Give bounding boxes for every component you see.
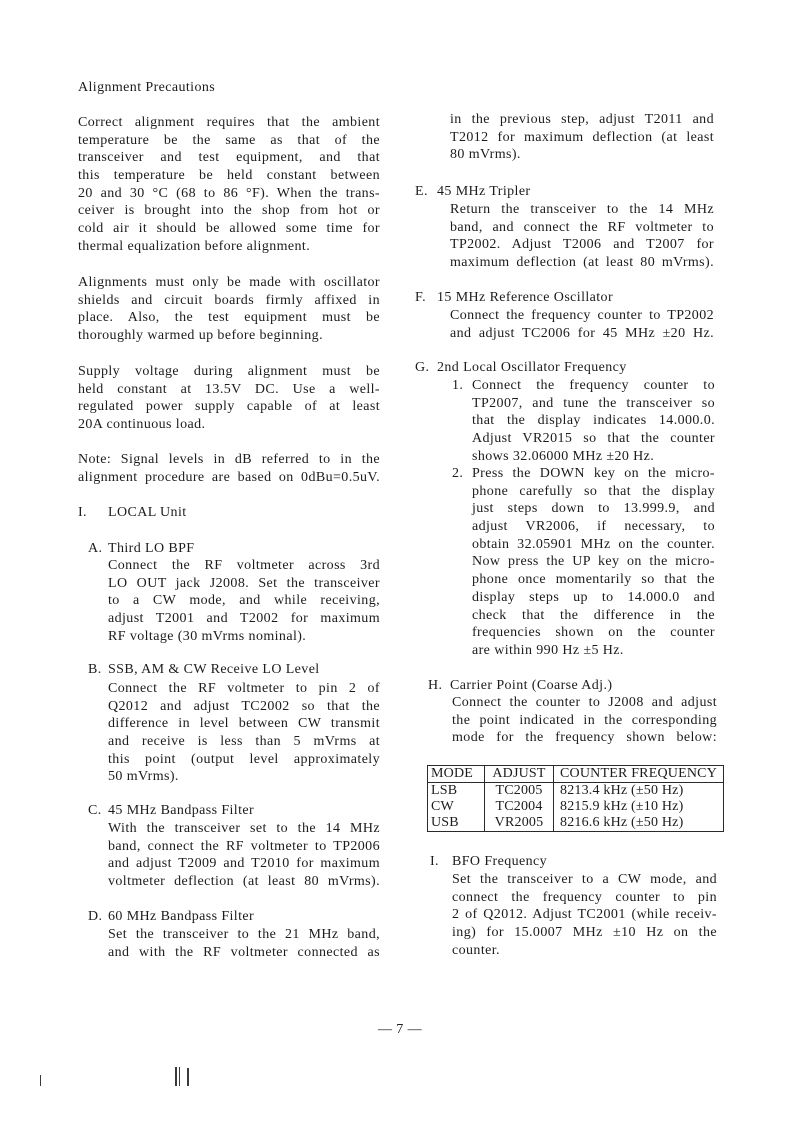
step-title: 15 MHz Reference Oscillator: [437, 290, 614, 305]
text-line: TP2007, and tune the transceiver so: [472, 395, 715, 411]
text-line: phone once momentarily so that the: [472, 572, 715, 588]
step-e-heading: [415, 183, 531, 201]
text-line: are within 990 Hz ±5 Hz.: [472, 642, 624, 658]
text-line: Set the transceiver to a CW mode, and: [452, 872, 717, 887]
text-line: held constant at 13.5V DC. Use a well-: [78, 381, 380, 397]
section-number: I.: [78, 505, 87, 520]
text-line: Connect the frequency counter to: [472, 378, 715, 393]
text-line: Set the transceiver to the 21 MHz band,: [108, 927, 380, 942]
text-line: 20 and 30 °C (68 to 86 °F). When the trans-: [78, 185, 380, 201]
text-line: this point (output level approximately: [108, 751, 380, 767]
step-d-heading: [88, 908, 254, 926]
step-title: Carrier Point (Coarse Adj.): [450, 678, 613, 693]
text-line: thermal equalization before alignment.: [78, 238, 311, 254]
text-line: phone carefully so that the display: [472, 483, 715, 499]
text-line: place. Also, the test equipment must be: [78, 310, 380, 326]
step-c-heading: [88, 802, 254, 820]
text-line: Press the DOWN key on the micro-: [472, 466, 715, 481]
text-line: transceiver and test equipment, and that: [78, 150, 380, 166]
text-line: that the display indicates 14.000.0.: [472, 413, 715, 429]
table-cell: TC2004: [485, 799, 554, 815]
text-line: Q2012 and adjust TC2002 so that the: [108, 698, 380, 714]
text-line: thoroughly warmed up before beginning.: [78, 328, 323, 344]
table-row: [428, 799, 724, 815]
step-g-item-2-body: [472, 465, 715, 660]
text-line: connect the frequency counter to pin: [452, 889, 717, 905]
text-line: Connect the frequency counter to TP2002: [450, 308, 714, 323]
step-i-body: [452, 871, 717, 959]
step-title: SSB, AM & CW Receive LO Level: [108, 662, 320, 677]
step-g-heading: [415, 359, 627, 377]
text-line: shields and circuit boards firmly affixed in: [78, 292, 380, 308]
text-line: Note: Signal levels in dB referred to in the: [78, 452, 380, 467]
text-line: alignment procedure are based on 0dBu=0.5uV.: [78, 469, 380, 485]
step-i-heading: [430, 853, 547, 871]
step-title: 2nd Local Oscillator Frequency: [437, 360, 627, 375]
scan-mark: [187, 1068, 189, 1086]
step-e-body: [450, 201, 714, 272]
table-cell: VR2005: [485, 815, 554, 832]
text-line: maximum deflection (at least 80 mVrms).: [450, 255, 714, 271]
text-line: and with the RF voltmeter connected as: [108, 944, 380, 960]
text-line: Correct alignment requires that the ambient: [78, 115, 380, 130]
step-title: Third LO BPF: [108, 541, 195, 556]
text-line: voltmeter deflection (at least 80 mVrms).: [108, 874, 380, 890]
text-line: Connect the RF voltmeter to pin 2 of: [108, 681, 380, 696]
text-line: mode for the frequency shown below:: [452, 730, 717, 746]
step-letter: H.: [428, 678, 443, 693]
step-title: 60 MHz Bandpass Filter: [108, 909, 255, 924]
table-cell: USB: [431, 815, 459, 830]
text-line: just steps down to 13.999.9, and: [472, 501, 715, 517]
step-letter: I.: [430, 854, 439, 869]
text-line: frequencies shown on the counter: [472, 625, 715, 641]
text-line: Adjust VR2015 so that the counter: [472, 431, 715, 447]
text-line: band, connect the RF voltmeter to TP2006: [108, 838, 380, 854]
text-line: RF voltage (30 mVrms nominal).: [108, 628, 307, 644]
precaution-paragraph: [78, 363, 380, 434]
text-line: counter.: [452, 942, 500, 958]
step-f-body: [450, 307, 714, 342]
carrier-point-table: [427, 765, 724, 832]
text-line: this temperature be held constant between: [78, 168, 380, 184]
table-header-cell: MODE: [428, 766, 485, 783]
text-line: regulated power supply capable of at least: [78, 399, 380, 415]
text-line: Alignments must only be made with oscillator: [78, 275, 380, 290]
step-a-heading: [88, 540, 194, 558]
section-heading: [78, 504, 187, 522]
scan-mark: [175, 1067, 177, 1086]
step-title: 45 MHz Bandpass Filter: [108, 803, 255, 818]
section-title: LOCAL Unit: [108, 505, 187, 520]
text-line: Supply voltage during alignment must be: [78, 364, 380, 379]
item-number: 1.: [452, 378, 464, 393]
step-letter: G.: [415, 360, 430, 375]
text-line: and receive is less than 5 mVrms at: [108, 734, 380, 750]
text-line: Connect the RF voltmeter across 3rd: [108, 558, 380, 573]
text-line: and adjust TC2006 for 45 MHz ±20 Hz.: [450, 325, 714, 341]
text-line: 50 mVrms).: [108, 769, 179, 785]
precaution-paragraph: [78, 114, 380, 256]
text-line: 80 mVrms).: [450, 147, 521, 163]
text-line: band, and connect the RF voltmeter to: [450, 219, 714, 235]
step-d-body-continued: [450, 111, 714, 164]
text-line: shows 32.06000 MHz ±20 Hz.: [472, 448, 655, 464]
text-line: cold air it should be allowed some time for: [78, 221, 380, 237]
text-line: ing) for 15.0007 MHz ±10 Hz on the: [452, 925, 717, 941]
step-a-body: [108, 557, 380, 645]
text-line: Now press the UP key on the micro-: [472, 554, 715, 570]
text-line: ceiver is brought into the shop from hot or: [78, 203, 380, 219]
note-paragraph: [78, 451, 380, 486]
scan-mark: [179, 1067, 180, 1086]
text-line: With the transceiver set to the 14 MHz: [108, 821, 380, 836]
step-letter: A.: [88, 541, 103, 556]
step-letter: F.: [415, 290, 426, 305]
table-cell: CW: [431, 799, 454, 814]
text-line: difference in level between CW transmit: [108, 716, 380, 732]
text-line: and adjust T2009 and T2010 for maximum: [108, 856, 380, 872]
step-b-body: [108, 680, 380, 786]
scan-mark: [40, 1075, 41, 1086]
text-line: check that the difference in the: [472, 607, 715, 623]
step-letter: C.: [88, 803, 102, 818]
text-line: Return the transceiver to the 14 MHz: [450, 202, 714, 217]
step-letter: E.: [415, 184, 428, 199]
step-title: BFO Frequency: [452, 854, 548, 869]
text-line: Connect the counter to J2008 and adjust: [452, 695, 717, 710]
table-header-row: [428, 766, 724, 783]
step-title: 45 MHz Tripler: [437, 184, 531, 199]
text-line: in the previous step, adjust T2011 and: [450, 112, 714, 127]
table-cell: TC2005: [485, 783, 554, 800]
text-line: the point indicated in the corresponding: [452, 712, 717, 728]
item-number: 2.: [452, 466, 464, 481]
text-line: temperature be the same as that of the: [78, 132, 380, 148]
step-f-heading: [415, 289, 613, 307]
text-line: to a CW mode, and while receiving,: [108, 593, 380, 609]
text-line: adjust VR2006, if necessary, to: [472, 519, 715, 535]
step-b-heading: [88, 661, 320, 679]
text-line: TP2002. Adjust T2006 and T2007 for: [450, 237, 714, 253]
table-header-cell: ADJUST: [485, 766, 554, 783]
text-line: T2012 for maximum deflection (at least: [450, 129, 714, 145]
step-h-heading: [428, 677, 612, 695]
table-header-cell: COUNTER FREQUENCY: [554, 766, 724, 783]
step-h-body: [452, 694, 717, 747]
page-number: — 7 —: [378, 1022, 422, 1037]
step-c-body: [108, 820, 380, 891]
step-g-item-1-body: [472, 377, 715, 465]
text-line: 2 of Q2012. Adjust TC2001 (while receiv-: [452, 907, 717, 923]
step-letter: D.: [88, 909, 103, 924]
text-line: adjust T2001 and T2002 for maximum: [108, 611, 380, 627]
table-row: [428, 815, 724, 832]
step-letter: B.: [88, 662, 102, 677]
step-d-body: [108, 926, 380, 961]
table-cell: 8215.9 kHz (±10 Hz): [554, 799, 724, 815]
text-line: 20A continuous load.: [78, 417, 206, 433]
text-line: obtain 32.05901 MHz on the counter.: [472, 536, 715, 552]
text-line: display steps up to 14.000.0 and: [472, 589, 715, 605]
table-cell: LSB: [431, 783, 458, 798]
table-cell: 8213.4 kHz (±50 Hz): [554, 783, 724, 800]
table-row: [428, 783, 724, 800]
table-cell: 8216.6 kHz (±50 Hz): [554, 815, 724, 832]
precaution-paragraph: [78, 274, 380, 345]
page-heading: Alignment Precautions: [78, 80, 216, 95]
text-line: LO OUT jack J2008. Set the transceiver: [108, 575, 380, 591]
